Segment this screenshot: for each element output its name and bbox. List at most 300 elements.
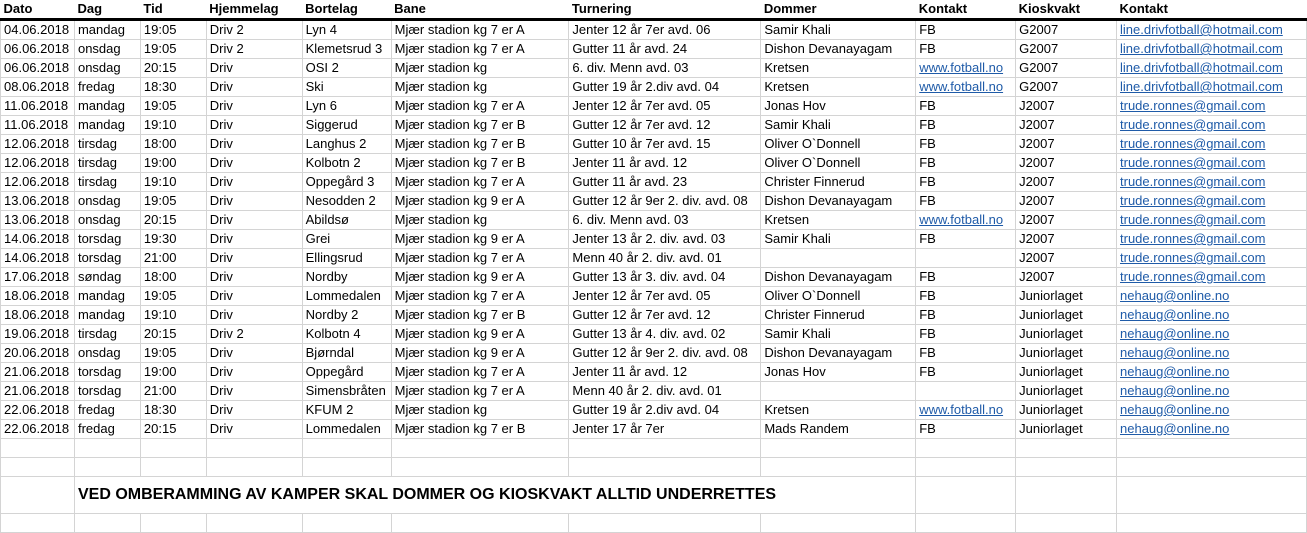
cell[interactable] xyxy=(1117,458,1307,477)
referee-cell[interactable]: Kretsen xyxy=(761,211,916,230)
cell[interactable] xyxy=(916,514,1016,533)
pitch-cell[interactable]: Mjær stadion kg 9 er A xyxy=(391,325,569,344)
kiosk-contact-cell-link[interactable]: trude.ronnes@gmail.com xyxy=(1117,249,1307,268)
col-header-dag[interactable]: Dag xyxy=(74,0,140,20)
away-team-cell[interactable]: Siggerud xyxy=(302,116,391,135)
cell[interactable] xyxy=(569,458,761,477)
time-cell[interactable]: 19:05 xyxy=(140,192,206,211)
away-team-cell[interactable]: Ellingsrud xyxy=(302,249,391,268)
home-team-cell[interactable]: Driv 2 xyxy=(206,20,302,40)
away-team-cell[interactable]: Kolbotn 4 xyxy=(302,325,391,344)
referee-contact-cell[interactable]: FB xyxy=(916,135,1016,154)
home-team-cell[interactable]: Driv xyxy=(206,287,302,306)
date-cell[interactable]: 06.06.2018 xyxy=(1,59,75,78)
away-team-cell[interactable]: Nordby 2 xyxy=(302,306,391,325)
cell[interactable] xyxy=(761,477,916,514)
day-cell[interactable]: torsdag xyxy=(74,363,140,382)
cell[interactable] xyxy=(302,439,391,458)
time-cell[interactable]: 21:00 xyxy=(140,382,206,401)
kiosk-contact-cell-link[interactable]: line.drivfotball@hotmail.com xyxy=(1117,59,1307,78)
away-team-cell[interactable]: Nesodden 2 xyxy=(302,192,391,211)
away-team-cell[interactable]: Kolbotn 2 xyxy=(302,154,391,173)
time-cell[interactable]: 20:15 xyxy=(140,325,206,344)
col-header-dommer[interactable]: Dommer xyxy=(761,0,916,20)
table-row xyxy=(1,40,1307,59)
home-team-cell[interactable]: Driv xyxy=(206,97,302,116)
tournament-cell[interactable]: Gutter 12 år 7er avd. 12 xyxy=(569,306,761,325)
pitch-cell[interactable]: Mjær stadion kg 7 er A xyxy=(391,40,569,59)
kiosk-duty-cell[interactable]: G2007 xyxy=(1016,59,1117,78)
kiosk-duty-cell[interactable]: J2007 xyxy=(1016,97,1117,116)
pitch-cell[interactable]: Mjær stadion kg 7 er A xyxy=(391,287,569,306)
date-cell[interactable]: 13.06.2018 xyxy=(1,192,75,211)
date-cell[interactable]: 18.06.2018 xyxy=(1,287,75,306)
referee-contact-cell[interactable]: FB xyxy=(916,116,1016,135)
day-cell[interactable]: tirsdag xyxy=(74,325,140,344)
cell[interactable] xyxy=(569,514,761,533)
cell[interactable] xyxy=(1016,439,1117,458)
kiosk-duty-cell[interactable]: J2007 xyxy=(1016,135,1117,154)
day-cell[interactable]: søndag xyxy=(74,268,140,287)
day-cell[interactable]: mandag xyxy=(74,116,140,135)
cell[interactable] xyxy=(391,514,569,533)
tournament-cell[interactable]: Gutter 12 år 7er avd. 12 xyxy=(569,116,761,135)
referee-cell[interactable]: Kretsen xyxy=(761,59,916,78)
kiosk-duty-cell[interactable]: J2007 xyxy=(1016,211,1117,230)
kiosk-duty-cell[interactable]: J2007 xyxy=(1016,116,1117,135)
kiosk-duty-cell[interactable]: Juniorlaget xyxy=(1016,382,1117,401)
pitch-cell[interactable]: Mjær stadion kg 7 er B xyxy=(391,116,569,135)
tournament-cell[interactable]: Jenter 11 år avd. 12 xyxy=(569,363,761,382)
tournament-cell[interactable]: Gutter 10 år 7er avd. 15 xyxy=(569,135,761,154)
cell[interactable] xyxy=(1117,514,1307,533)
away-team-cell[interactable]: Simensbråten xyxy=(302,382,391,401)
kiosk-contact-cell-link[interactable]: trude.ronnes@gmail.com xyxy=(1117,230,1307,249)
kiosk-duty-cell[interactable]: Juniorlaget xyxy=(1016,325,1117,344)
time-cell[interactable]: 20:15 xyxy=(140,211,206,230)
day-cell[interactable]: fredag xyxy=(74,78,140,97)
kiosk-contact-cell-link[interactable]: trude.ronnes@gmail.com xyxy=(1117,97,1307,116)
date-cell[interactable]: 04.06.2018 xyxy=(1,20,75,40)
day-cell[interactable]: mandag xyxy=(74,97,140,116)
table-row xyxy=(1,306,1307,325)
time-cell[interactable]: 19:05 xyxy=(140,344,206,363)
pitch-cell[interactable]: Mjær stadion kg 7 er A xyxy=(391,249,569,268)
cell[interactable] xyxy=(391,458,569,477)
kiosk-duty-cell[interactable]: Juniorlaget xyxy=(1016,344,1117,363)
date-cell[interactable]: 22.06.2018 xyxy=(1,420,75,439)
away-team-cell[interactable]: KFUM 2 xyxy=(302,401,391,420)
referee-contact-cell[interactable]: FB xyxy=(916,97,1016,116)
kiosk-duty-cell[interactable]: Juniorlaget xyxy=(1016,401,1117,420)
referee-cell[interactable]: Kretsen xyxy=(761,78,916,97)
kiosk-contact-cell-link[interactable]: nehaug@online.no xyxy=(1117,325,1307,344)
pitch-cell[interactable]: Mjær stadion kg 7 er B xyxy=(391,135,569,154)
referee-cell[interactable] xyxy=(761,249,916,268)
pitch-cell[interactable]: Mjær stadion kg xyxy=(391,401,569,420)
day-cell[interactable]: tirsdag xyxy=(74,135,140,154)
referee-contact-cell[interactable]: FB xyxy=(916,344,1016,363)
kiosk-contact-cell-link[interactable]: trude.ronnes@gmail.com xyxy=(1117,192,1307,211)
date-cell[interactable]: 17.06.2018 xyxy=(1,268,75,287)
referee-contact-cell-link[interactable]: www.fotball.no xyxy=(916,59,1016,78)
cell[interactable] xyxy=(916,477,1016,514)
tournament-cell[interactable]: Jenter 12 år 7er avd. 06 xyxy=(569,20,761,40)
away-team-cell[interactable]: Lyn 4 xyxy=(302,20,391,40)
table-row xyxy=(1,420,1307,439)
cell[interactable] xyxy=(1,477,75,514)
time-cell[interactable]: 19:10 xyxy=(140,306,206,325)
date-cell[interactable]: 21.06.2018 xyxy=(1,382,75,401)
kiosk-duty-cell[interactable]: J2007 xyxy=(1016,230,1117,249)
referee-contact-cell[interactable]: FB xyxy=(916,154,1016,173)
referee-contact-cell-link[interactable]: www.fotball.no xyxy=(916,211,1016,230)
day-cell[interactable]: onsdag xyxy=(74,59,140,78)
away-team-cell[interactable]: Lommedalen xyxy=(302,420,391,439)
header-row xyxy=(1,0,1307,20)
home-team-cell[interactable]: Driv xyxy=(206,154,302,173)
away-team-cell[interactable]: Oppegård 3 xyxy=(302,173,391,192)
time-cell[interactable]: 19:05 xyxy=(140,287,206,306)
date-cell[interactable]: 14.06.2018 xyxy=(1,230,75,249)
time-cell[interactable]: 20:15 xyxy=(140,420,206,439)
date-cell[interactable]: 21.06.2018 xyxy=(1,363,75,382)
date-cell[interactable]: 08.06.2018 xyxy=(1,78,75,97)
pitch-cell[interactable]: Mjær stadion kg xyxy=(391,59,569,78)
day-cell[interactable]: torsdag xyxy=(74,230,140,249)
kiosk-contact-cell-link[interactable]: nehaug@online.no xyxy=(1117,420,1307,439)
pitch-cell[interactable]: Mjær stadion kg 7 er A xyxy=(391,20,569,40)
time-cell[interactable]: 18:30 xyxy=(140,401,206,420)
time-cell[interactable]: 19:30 xyxy=(140,230,206,249)
referee-cell[interactable]: Oliver O`Donnell xyxy=(761,154,916,173)
home-team-cell[interactable]: Driv xyxy=(206,344,302,363)
cell[interactable] xyxy=(140,514,206,533)
pitch-cell[interactable]: Mjær stadion kg xyxy=(391,78,569,97)
table-row xyxy=(1,192,1307,211)
cell[interactable] xyxy=(761,514,916,533)
kiosk-duty-cell[interactable]: J2007 xyxy=(1016,249,1117,268)
time-cell[interactable]: 19:00 xyxy=(140,154,206,173)
referee-contact-cell[interactable]: FB xyxy=(916,40,1016,59)
referee-contact-cell-link[interactable]: www.fotball.no xyxy=(916,78,1016,97)
cell[interactable] xyxy=(1,439,75,458)
day-cell[interactable]: onsdag xyxy=(74,344,140,363)
date-cell[interactable]: 06.06.2018 xyxy=(1,40,75,59)
date-cell[interactable]: 20.06.2018 xyxy=(1,344,75,363)
pitch-cell[interactable]: Mjær stadion kg 7 er A xyxy=(391,173,569,192)
kiosk-duty-cell[interactable]: Juniorlaget xyxy=(1016,420,1117,439)
cell[interactable] xyxy=(74,439,140,458)
day-cell[interactable]: mandag xyxy=(74,287,140,306)
referee-cell[interactable]: Jonas Hov xyxy=(761,363,916,382)
time-cell[interactable]: 21:00 xyxy=(140,249,206,268)
kiosk-duty-cell[interactable]: G2007 xyxy=(1016,20,1117,40)
kiosk-duty-cell[interactable]: Juniorlaget xyxy=(1016,306,1117,325)
cell[interactable] xyxy=(1016,458,1117,477)
away-team-cell[interactable]: Nordby xyxy=(302,268,391,287)
tournament-cell[interactable]: Jenter 13 år 2. div. avd. 03 xyxy=(569,230,761,249)
cell[interactable] xyxy=(916,439,1016,458)
pitch-cell[interactable]: Mjær stadion kg 7 er B xyxy=(391,306,569,325)
pitch-cell[interactable]: Mjær stadion kg xyxy=(391,211,569,230)
day-cell[interactable]: onsdag xyxy=(74,40,140,59)
time-cell[interactable]: 19:10 xyxy=(140,173,206,192)
tournament-cell[interactable]: 6. div. Menn avd. 03 xyxy=(569,211,761,230)
cell[interactable] xyxy=(74,458,140,477)
cell[interactable] xyxy=(761,439,916,458)
time-cell[interactable]: 18:30 xyxy=(140,78,206,97)
tournament-cell[interactable]: Jenter 17 år 7er xyxy=(569,420,761,439)
referee-cell[interactable]: Dishon Devanayagam xyxy=(761,40,916,59)
time-cell[interactable]: 20:15 xyxy=(140,59,206,78)
away-team-cell[interactable]: Langhus 2 xyxy=(302,135,391,154)
table-row xyxy=(1,382,1307,401)
cell[interactable] xyxy=(206,458,302,477)
pitch-cell[interactable]: Mjær stadion kg 7 er A xyxy=(391,97,569,116)
referee-cell[interactable]: Oliver O`Donnell xyxy=(761,287,916,306)
referee-cell[interactable]: Samir Khali xyxy=(761,325,916,344)
referee-contact-cell[interactable]: FB xyxy=(916,325,1016,344)
home-team-cell[interactable]: Driv xyxy=(206,135,302,154)
tournament-cell[interactable]: Gutter 13 år 3. div. avd. 04 xyxy=(569,268,761,287)
tournament-cell[interactable]: Gutter 13 år 4. div. avd. 02 xyxy=(569,325,761,344)
col-header-kontakt[interactable]: Kontakt xyxy=(916,0,1016,20)
referee-contact-cell[interactable]: FB xyxy=(916,20,1016,40)
cell[interactable] xyxy=(1,514,75,533)
referee-contact-cell[interactable]: FB xyxy=(916,192,1016,211)
kiosk-contact-cell-link[interactable]: trude.ronnes@gmail.com xyxy=(1117,154,1307,173)
away-team-cell[interactable]: Lyn 6 xyxy=(302,97,391,116)
notice-cell[interactable] xyxy=(74,477,777,514)
referee-cell[interactable]: Dishon Devanayagam xyxy=(761,268,916,287)
col-header-hjemmelag[interactable]: Hjemmelag xyxy=(206,0,302,20)
pitch-cell[interactable]: Mjær stadion kg 9 er A xyxy=(391,344,569,363)
kiosk-contact-cell-link[interactable]: nehaug@online.no xyxy=(1117,382,1307,401)
col-header-kioskvakt[interactable]: Kioskvakt xyxy=(1016,0,1117,20)
kiosk-contact-cell-link[interactable]: nehaug@online.no xyxy=(1117,401,1307,420)
home-team-cell[interactable]: Driv xyxy=(206,420,302,439)
tournament-cell[interactable]: Gutter 11 år avd. 24 xyxy=(569,40,761,59)
kiosk-duty-cell[interactable]: J2007 xyxy=(1016,192,1117,211)
cell[interactable] xyxy=(1117,439,1307,458)
referee-contact-cell[interactable]: FB xyxy=(916,287,1016,306)
home-team-cell[interactable]: Driv xyxy=(206,401,302,420)
home-team-cell[interactable]: Driv xyxy=(206,382,302,401)
referee-cell[interactable]: Mads Randem xyxy=(761,420,916,439)
date-cell[interactable]: 18.06.2018 xyxy=(1,306,75,325)
day-cell[interactable]: onsdag xyxy=(74,211,140,230)
pitch-cell[interactable]: Mjær stadion kg 7 er B xyxy=(391,420,569,439)
cell[interactable] xyxy=(302,514,391,533)
referee-cell[interactable]: Kretsen xyxy=(761,401,916,420)
tournament-cell[interactable]: 6. div. Menn avd. 03 xyxy=(569,59,761,78)
cell[interactable] xyxy=(1016,514,1117,533)
tournament-cell[interactable]: Gutter 12 år 9er 2. div. avd. 08 xyxy=(569,192,761,211)
home-team-cell[interactable]: Driv xyxy=(206,116,302,135)
referee-cell[interactable]: Samir Khali xyxy=(761,230,916,249)
date-cell[interactable]: 13.06.2018 xyxy=(1,211,75,230)
kiosk-contact-cell-link[interactable]: nehaug@online.no xyxy=(1117,344,1307,363)
home-team-cell[interactable]: Driv xyxy=(206,306,302,325)
referee-cell[interactable] xyxy=(761,382,916,401)
pitch-cell[interactable]: Mjær stadion kg 9 er A xyxy=(391,192,569,211)
referee-contact-cell-link[interactable]: www.fotball.no xyxy=(916,401,1016,420)
kiosk-contact-cell-link[interactable]: trude.ronnes@gmail.com xyxy=(1117,173,1307,192)
kiosk-duty-cell[interactable]: G2007 xyxy=(1016,40,1117,59)
tournament-cell[interactable]: Gutter 19 år 2.div avd. 04 xyxy=(569,401,761,420)
tournament-cell[interactable]: Jenter 11 år avd. 12 xyxy=(569,154,761,173)
col-header-tid[interactable]: Tid xyxy=(140,0,206,20)
tournament-cell[interactable]: Menn 40 år 2. div. avd. 01 xyxy=(569,249,761,268)
time-cell[interactable]: 19:10 xyxy=(140,116,206,135)
col-header-bortelag[interactable]: Bortelag xyxy=(302,0,391,20)
date-cell[interactable]: 12.06.2018 xyxy=(1,154,75,173)
date-cell[interactable]: 19.06.2018 xyxy=(1,325,75,344)
referee-contact-cell[interactable]: FB xyxy=(916,173,1016,192)
tournament-cell[interactable]: Menn 40 år 2. div. avd. 01 xyxy=(569,382,761,401)
cell[interactable] xyxy=(1117,477,1307,514)
tournament-cell[interactable]: Gutter 12 år 9er 2. div. avd. 08 xyxy=(569,344,761,363)
table-row xyxy=(1,230,1307,249)
kiosk-duty-cell[interactable]: Juniorlaget xyxy=(1016,287,1117,306)
pitch-cell[interactable]: Mjær stadion kg 9 er A xyxy=(391,268,569,287)
home-team-cell[interactable]: Driv xyxy=(206,363,302,382)
kiosk-duty-cell[interactable]: Juniorlaget xyxy=(1016,363,1117,382)
kiosk-contact-cell-link[interactable]: nehaug@online.no xyxy=(1117,287,1307,306)
col-header-kontakt-kiosk[interactable]: Kontakt xyxy=(1117,0,1307,20)
referee-contact-cell[interactable]: FB xyxy=(916,230,1016,249)
home-team-cell[interactable]: Driv xyxy=(206,230,302,249)
time-cell[interactable]: 19:00 xyxy=(140,363,206,382)
home-team-cell[interactable]: Driv xyxy=(206,59,302,78)
time-cell[interactable]: 19:05 xyxy=(140,40,206,59)
date-cell[interactable]: 22.06.2018 xyxy=(1,401,75,420)
kiosk-contact-cell-link[interactable]: line.drivfotball@hotmail.com xyxy=(1117,40,1307,59)
cell[interactable] xyxy=(140,439,206,458)
pitch-cell[interactable]: Mjær stadion kg 7 er A xyxy=(391,363,569,382)
day-cell[interactable]: tirsdag xyxy=(74,154,140,173)
date-cell[interactable]: 12.06.2018 xyxy=(1,135,75,154)
referee-cell[interactable]: Dishon Devanayagam xyxy=(761,192,916,211)
time-cell[interactable]: 18:00 xyxy=(140,268,206,287)
col-header-bane[interactable]: Bane xyxy=(391,0,569,20)
away-team-cell[interactable]: Lommedalen xyxy=(302,287,391,306)
day-cell[interactable]: fredag xyxy=(74,420,140,439)
referee-cell[interactable]: Oliver O`Donnell xyxy=(761,135,916,154)
day-cell[interactable]: mandag xyxy=(74,306,140,325)
referee-cell[interactable]: Christer Finnerud xyxy=(761,306,916,325)
referee-cell[interactable]: Jonas Hov xyxy=(761,97,916,116)
cell[interactable] xyxy=(761,458,916,477)
cell[interactable] xyxy=(302,458,391,477)
referee-contact-cell[interactable]: FB xyxy=(916,268,1016,287)
kiosk-contact-cell-link[interactable]: nehaug@online.no xyxy=(1117,363,1307,382)
col-header-turnering[interactable]: Turnering xyxy=(569,0,761,20)
kiosk-duty-cell[interactable]: G2007 xyxy=(1016,78,1117,97)
referee-cell[interactable]: Dishon Devanayagam xyxy=(761,344,916,363)
date-cell[interactable]: 14.06.2018 xyxy=(1,249,75,268)
table-row xyxy=(1,325,1307,344)
tournament-cell[interactable]: Gutter 19 år 2.div avd. 04 xyxy=(569,78,761,97)
referee-contact-cell[interactable]: FB xyxy=(916,420,1016,439)
date-cell[interactable]: 12.06.2018 xyxy=(1,173,75,192)
tournament-cell[interactable]: Jenter 12 år 7er avd. 05 xyxy=(569,97,761,116)
pitch-cell[interactable]: Mjær stadion kg 9 er A xyxy=(391,230,569,249)
time-cell[interactable]: 18:00 xyxy=(140,135,206,154)
kiosk-duty-cell[interactable]: J2007 xyxy=(1016,173,1117,192)
cell[interactable] xyxy=(1,458,75,477)
home-team-cell[interactable]: Driv xyxy=(206,249,302,268)
referee-cell[interactable]: Samir Khali xyxy=(761,20,916,40)
cell[interactable] xyxy=(140,458,206,477)
tournament-cell[interactable]: Jenter 12 år 7er avd. 05 xyxy=(569,287,761,306)
home-team-cell[interactable]: Driv 2 xyxy=(206,325,302,344)
day-cell[interactable]: tirsdag xyxy=(74,173,140,192)
kiosk-contact-cell-link[interactable]: nehaug@online.no xyxy=(1117,306,1307,325)
away-team-cell[interactable]: Abildsø xyxy=(302,211,391,230)
pitch-cell[interactable]: Mjær stadion kg 7 er B xyxy=(391,154,569,173)
referee-contact-cell[interactable] xyxy=(916,249,1016,268)
kiosk-contact-cell-link[interactable]: trude.ronnes@gmail.com xyxy=(1117,211,1307,230)
referee-contact-cell[interactable] xyxy=(916,382,1016,401)
kiosk-duty-cell[interactable]: J2007 xyxy=(1016,154,1117,173)
time-cell[interactable]: 19:05 xyxy=(140,20,206,40)
col-header-dato[interactable]: Dato xyxy=(1,0,75,20)
referee-contact-cell[interactable]: FB xyxy=(916,363,1016,382)
away-team-cell[interactable]: Bjørndal xyxy=(302,344,391,363)
date-cell[interactable]: 11.06.2018 xyxy=(1,97,75,116)
referee-cell[interactable]: Samir Khali xyxy=(761,116,916,135)
away-team-cell[interactable]: Ski xyxy=(302,78,391,97)
cell[interactable] xyxy=(206,439,302,458)
referee-contact-cell[interactable]: FB xyxy=(916,306,1016,325)
away-team-cell[interactable]: OSI 2 xyxy=(302,59,391,78)
day-cell[interactable]: torsdag xyxy=(74,382,140,401)
away-team-cell[interactable]: Oppegård xyxy=(302,363,391,382)
kiosk-contact-cell-link[interactable]: trude.ronnes@gmail.com xyxy=(1117,135,1307,154)
home-team-cell[interactable]: Driv xyxy=(206,173,302,192)
home-team-cell[interactable]: Driv xyxy=(206,268,302,287)
tournament-cell[interactable]: Gutter 11 år avd. 23 xyxy=(569,173,761,192)
cell[interactable] xyxy=(1016,477,1117,514)
day-cell[interactable]: torsdag xyxy=(74,249,140,268)
referee-cell[interactable]: Christer Finnerud xyxy=(761,173,916,192)
kiosk-contact-cell-link[interactable]: line.drivfotball@hotmail.com xyxy=(1117,20,1307,40)
away-team-cell[interactable]: Klemetsrud 3 xyxy=(302,40,391,59)
cell[interactable] xyxy=(569,439,761,458)
time-cell[interactable]: 19:05 xyxy=(140,97,206,116)
kiosk-duty-cell[interactable]: J2007 xyxy=(1016,268,1117,287)
home-team-cell[interactable]: Driv xyxy=(206,78,302,97)
pitch-cell[interactable]: Mjær stadion kg 7 er A xyxy=(391,382,569,401)
day-cell[interactable]: onsdag xyxy=(74,192,140,211)
kiosk-contact-cell-link[interactable]: line.drivfotball@hotmail.com xyxy=(1117,78,1307,97)
home-team-cell[interactable]: Driv xyxy=(206,192,302,211)
home-team-cell[interactable]: Driv 2 xyxy=(206,40,302,59)
cell[interactable] xyxy=(74,514,140,533)
date-cell[interactable]: 11.06.2018 xyxy=(1,116,75,135)
kiosk-contact-cell-link[interactable]: trude.ronnes@gmail.com xyxy=(1117,268,1307,287)
cell[interactable] xyxy=(391,439,569,458)
away-team-cell[interactable]: Grei xyxy=(302,230,391,249)
day-cell[interactable]: fredag xyxy=(74,401,140,420)
day-cell[interactable]: mandag xyxy=(74,20,140,40)
cell[interactable] xyxy=(206,514,302,533)
kiosk-contact-cell-link[interactable]: trude.ronnes@gmail.com xyxy=(1117,116,1307,135)
home-team-cell[interactable]: Driv xyxy=(206,211,302,230)
cell[interactable] xyxy=(916,458,1016,477)
